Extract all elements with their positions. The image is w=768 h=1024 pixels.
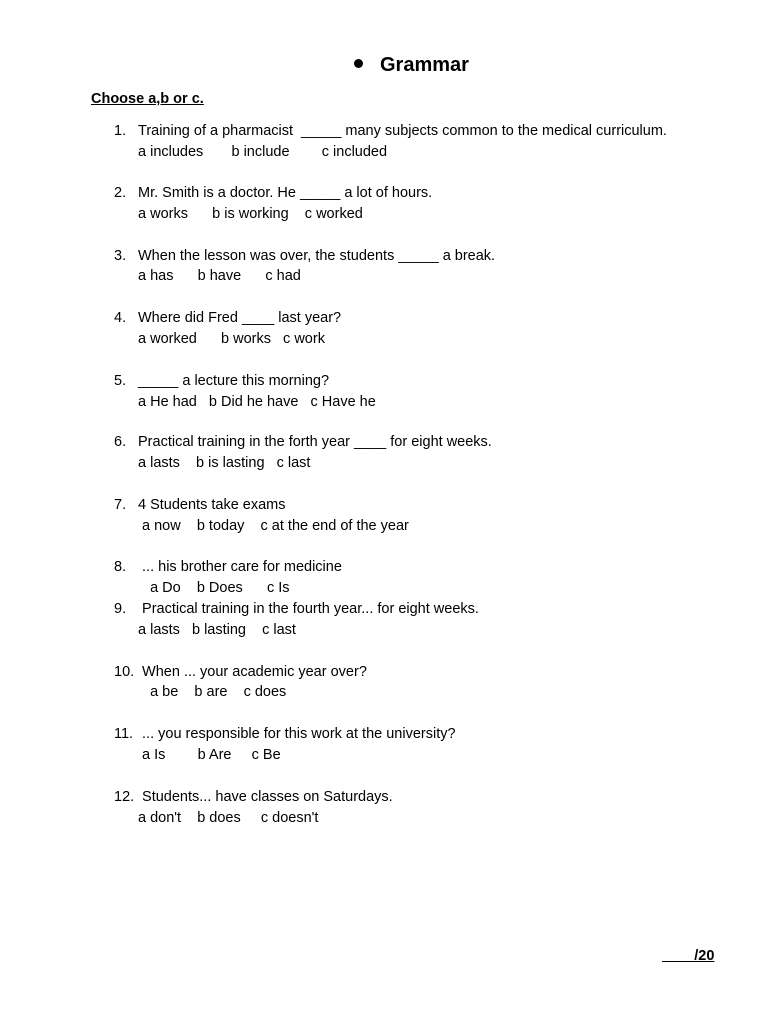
question-text: ... you responsible for this work at the university? [138,726,456,742]
question-options: a Do b Does c Is [138,580,290,596]
section-title: Grammar [380,54,469,76]
section-heading [0,52,768,80]
question-options: a lasts b lasting c last [138,622,296,638]
bullet-icon [354,59,363,68]
question-text: Where did Fred ____ last year? [138,310,342,326]
question-options: a Is b Are c Be [138,747,281,763]
question-options: a don't b does c doesn't [138,810,319,826]
question-number: 10. [114,664,135,680]
question-number: 9. [114,601,127,617]
question-options: a He had b Did he have c Have he [138,394,376,410]
question-text: 4 Students take exams [138,497,286,513]
question-options: a be b are c does [138,684,287,700]
question-options: a worked b works c work [138,331,325,347]
question-number: 6. [114,434,127,450]
score-total: ____/20 [662,948,715,964]
question-text: _____ a lecture this morning? [138,373,330,389]
question-options: a lasts b is lasting c last [138,455,311,471]
question-options: a works b is working c worked [138,206,363,222]
question-number: 2. [114,185,127,201]
question-text: Training of a pharmacist _____ many subjects common to the medical curriculum. [138,123,667,139]
question-number: 7. [114,497,127,513]
question-text: Students... have classes on Saturdays. [138,789,393,805]
question-options: a has b have c had [138,268,301,284]
question-text: Practical training in the fourth year... for eight weeks. [138,601,479,617]
question-options: a includes b include c included [138,144,388,160]
question-number: 3. [114,248,127,264]
question-number: 1. [114,123,127,139]
question-text: Practical training in the forth year ____ for eight weeks. [138,434,492,450]
question-options: a now b today c at the end of the year [138,518,409,534]
question-number: 8. [114,559,127,575]
question-number: 5. [114,373,127,389]
question-number: 12. [114,789,135,805]
question-text: When ... your academic year over? [138,664,367,680]
question-text: ... his brother care for medicine [138,559,342,575]
question-number: 4. [114,310,127,326]
question-number: 11. [114,726,134,742]
question-text: Mr. Smith is a doctor. He _____ a lot of hours. [138,185,433,201]
question-text: When the lesson was over, the students _____ a break. [138,248,496,264]
instruction-text: Choose a,b or c. [91,91,204,107]
